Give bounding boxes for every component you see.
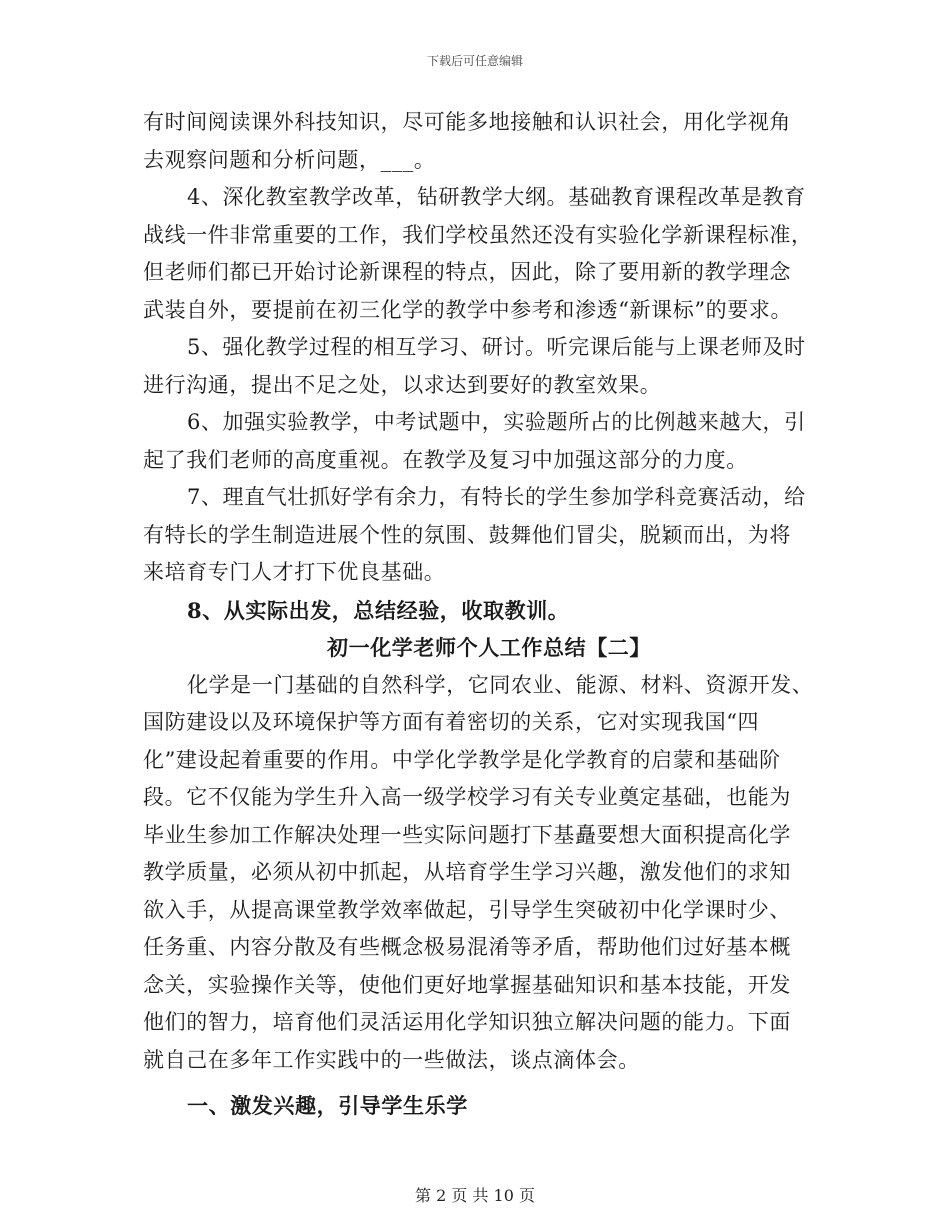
list-item-7: 7、理直气壮抓好学有余力，有特长的学生参加学科竞赛活动，给 [187, 485, 806, 509]
list-item-8: 8、从实际出发，总结经验，收取教训。 [187, 597, 570, 623]
body-line: 化”建设起着重要的作用。中学化学教学是化学教育的启蒙和基础阶 [143, 747, 781, 772]
list-item-5: 5、强化教学过程的相互学习、研讨。听完课后能与上课老师及时 [187, 335, 806, 359]
body-line: 他们的智力，培育他们灵活运用化学知识独立解决问题的能力。下面 [143, 1010, 791, 1034]
body-line: 战线一件非常重要的工作，我们学校虽然还没有实验化学新课程标准， [143, 222, 813, 247]
body-line: 段。它不仅能为学生升入高一级学校学习有关专业奠定基础，也能为 [143, 785, 791, 809]
section-title: 初一化学老师个人工作总结【二】 [327, 635, 651, 660]
page-footer: 第 2 页 共 10 页 [415, 1186, 535, 1205]
body-line: 武装自外，要提前在初三化学的教学中参考和渗透“新课标”的要求。 [143, 297, 793, 322]
page-header: 下载后可任意编辑 [426, 54, 523, 68]
subsection-heading: 一、激发兴趣，引导学生乐学 [187, 1093, 468, 1118]
list-item-6: 6、加强实验教学，中考试题中，实验题所占的比例越来越大，引 [187, 410, 806, 434]
body-line: 欲入手，从提高课堂教学效率做起，引导学生突破初中化学课时少、 [143, 897, 791, 922]
body-line: 国防建设以及环境保护等方面有着密切的关系，它对实现我国“四 [143, 710, 760, 734]
body-line: 任务重、内容分散及有些概念极易混淆等矛盾，帮助他们过好基本概 [143, 935, 791, 959]
body-line: 有特长的学生制造进展个性的氛围、鼓舞他们冒尖，脱颖而出，为将 [143, 522, 791, 547]
body-line: 毕业生参加工作解决处理一些实际问题打下基矗要想大面积提高化学 [143, 822, 791, 847]
body-line: 教学质量，必须从初中抓起，从培育学生学习兴趣，激发他们的求知 [143, 860, 791, 884]
body-line: 去观察问题和分析问题，___。 [143, 147, 436, 172]
body-line: 但老师们都已开始讨论新课程的特点，因此，除了要用新的教学理念 [143, 260, 791, 284]
body-line: 就自己在多年工作实践中的一些做法，谈点滴体会。 [143, 1047, 640, 1072]
list-item-4: 4、深化教室教学改革，钻研教学大纲。基础教育课程改革是教育 [187, 185, 806, 209]
body-line: 念关，实验操作关等，使他们更好地掌握基础知识和基本技能，开发 [143, 972, 791, 997]
body-line: 来培育专门人才打下优良基础。 [143, 560, 446, 584]
document-body [143, 104, 813, 1125]
body-line: 起了我们老师的高度重视。在教学及复习中加强这部分的力度。 [143, 447, 748, 472]
body-line: 化学是一门基础的自然科学，它同农业、能源、材料、资源开发、 [187, 672, 814, 697]
body-line: 有时间阅读课外科技知识，尽可能多地接触和认识社会，用化学视角 [143, 110, 791, 134]
body-line: 进行沟通，提出不足之处，以求达到要好的教室效果。 [143, 372, 662, 397]
